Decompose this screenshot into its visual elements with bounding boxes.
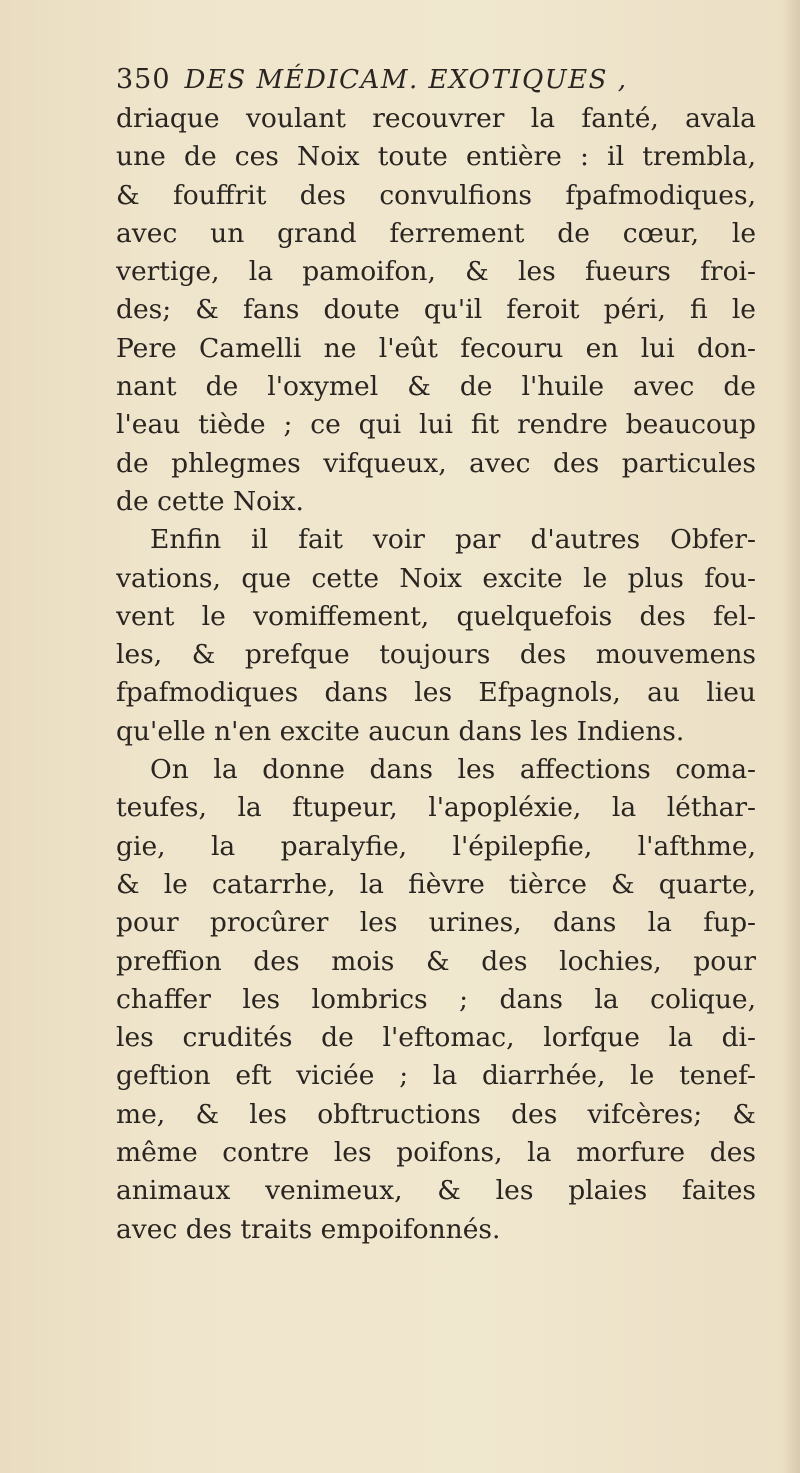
text-line: geftion eft viciée ; la diarrhée, le tenef-	[116, 1060, 756, 1092]
text-line: driaque voulant recouvrer la fanté, avala	[116, 103, 756, 134]
text-line: des; & fans doute qu'il feroit péri, fi le	[116, 294, 756, 326]
text-line: avec des traits empoifonnés.	[116, 1213, 501, 1245]
text-line: l'eau tiède ; ce qui lui fit rendre beaucoup	[116, 409, 756, 441]
text-line: gie, la paralyfie, l'épilepfie, l'afthme,	[116, 830, 756, 862]
text-line: vations, que cette Noix excite le plus fou-	[116, 562, 756, 594]
text-line: pour procûrer les urines, dans la fup-	[116, 907, 756, 939]
text-line: vertige, la pamoifon, & les fueurs froi-	[116, 256, 756, 288]
text-line: On la donne dans les affections coma-	[150, 754, 756, 786]
text-line: de phlegmes vifqueux, avec des particules	[116, 447, 756, 479]
text-line: vent le vomiffement, quelquefois des fel-	[116, 600, 756, 632]
text-line: preffion des mois & des lochies, pour	[116, 945, 756, 977]
text-line: une de ces Noix toute entière : il trembla,	[116, 141, 756, 173]
text-line: avec un grand ferrement de cœur, le	[116, 217, 756, 249]
page-number: 350	[116, 64, 171, 95]
page-header	[116, 60, 676, 100]
text-line: animaux venimeux, & les plaies faites	[116, 1175, 756, 1207]
text-line: Pere Camelli ne l'eût fecouru en lui don-	[116, 332, 756, 364]
text-line: même contre les poifons, la morfure des	[116, 1137, 756, 1169]
text-line: & fouffrit des convulfions fpafmodiques,	[116, 179, 756, 211]
text-line: & le catarrhe, la fièvre tièrce & quarte,	[116, 868, 756, 900]
text-line: me, & les obftructions des vifcères; &	[116, 1098, 756, 1130]
page-edge-shadow	[782, 0, 800, 1473]
text-line: fpafmodiques dans les Efpagnols, au lieu	[116, 677, 756, 709]
text-line: nant de l'oxymel & de l'huile avec de	[116, 371, 756, 403]
text-line: Enfin il fait voir par d'autres Obfer-	[150, 524, 756, 556]
text-line: teufes, la ftupeur, l'apopléxie, la léthar-	[116, 792, 756, 824]
running-head: DES MÉDICAM. EXOTIQUES ,	[184, 65, 628, 95]
text-line: qu'elle n'en excite aucun dans les Indiens.	[116, 715, 685, 747]
text-line: les crudités de l'eftomac, lorfque la di-	[116, 1022, 756, 1054]
text-line: les, & prefque toujours des mouvemens	[116, 639, 756, 671]
body-text	[116, 100, 756, 1249]
text-line: de cette Noix.	[116, 485, 304, 517]
text-line: chaffer les lombrics ; dans la colique,	[116, 983, 756, 1015]
